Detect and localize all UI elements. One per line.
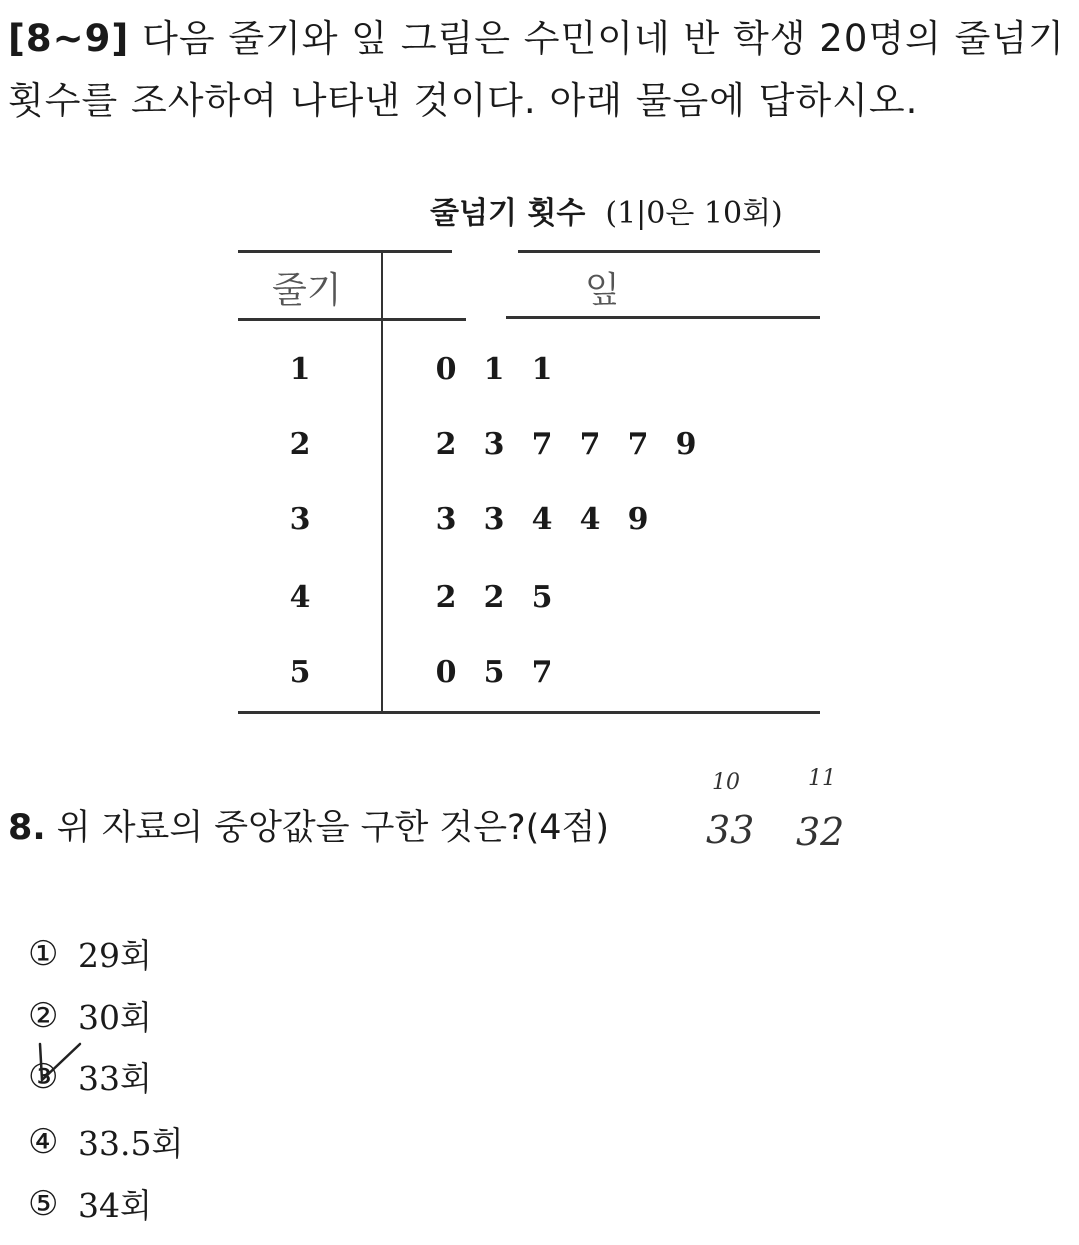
problem-range: [8~9]	[8, 17, 130, 60]
leaf: 0	[435, 352, 457, 387]
stem-divider	[381, 252, 383, 712]
question-8	[8, 800, 609, 850]
leaves-row-2	[422, 427, 710, 462]
question-number: 8.	[8, 808, 46, 848]
table-header-rule-left	[238, 318, 466, 321]
stem-5: 5	[289, 655, 311, 690]
leaf: 9	[627, 502, 649, 537]
option-5-value: 34회	[78, 1186, 152, 1225]
leaf: 5	[531, 580, 553, 615]
option-2[interactable]	[28, 992, 152, 1039]
leaves-row-3	[422, 502, 662, 537]
table-header-rule-right	[506, 316, 820, 319]
leaf: 3	[483, 502, 505, 537]
handwritten-note-11: 11	[808, 766, 836, 791]
leaf: 2	[435, 580, 457, 615]
leaves-row-4	[422, 580, 566, 615]
table-top-rule-right	[518, 250, 820, 253]
leaf: 1	[531, 352, 553, 387]
plot-key-note: (1|0은 10회)	[605, 196, 783, 231]
header-stem: 줄기	[272, 270, 342, 311]
handwritten-note-32: 32	[796, 810, 845, 854]
stem-4: 4	[289, 580, 311, 615]
stem-1: 1	[289, 352, 311, 387]
leaf: 4	[531, 502, 553, 537]
leaf: 7	[531, 655, 553, 690]
leaf: 3	[483, 427, 505, 462]
leaves-row-5	[422, 655, 566, 690]
leaf: 7	[627, 427, 649, 462]
stem-3: 3	[289, 502, 311, 537]
option-1-value: 29회	[78, 936, 152, 975]
intro-body: 다음 줄기와 잎 그림은 수민이네 반 학생 20명의 줄넘기 횟수를 조사하여 나타낸 것이다. 아래 물음에 답하시오.	[8, 17, 1065, 122]
stem-2: 2	[289, 427, 311, 462]
plot-caption	[430, 188, 783, 232]
option-1-mark: ①	[28, 933, 59, 974]
header-leaf: 잎	[585, 270, 620, 311]
option-4-mark: ④	[28, 1121, 59, 1162]
leaf: 2	[483, 580, 505, 615]
option-1[interactable]	[28, 930, 152, 977]
leaf: 7	[531, 427, 553, 462]
handwritten-note-33: 33	[706, 808, 755, 852]
question-text: 위 자료의 중앙값을 구한 것은?(4점)	[56, 808, 609, 848]
option-4[interactable]	[28, 1118, 183, 1165]
leaf: 0	[435, 655, 457, 690]
leaf: 2	[435, 427, 457, 462]
leaf: 4	[579, 502, 601, 537]
checkmark-icon	[30, 1040, 86, 1090]
leaf: 7	[579, 427, 601, 462]
table-bottom-rule	[238, 711, 820, 714]
leaf: 3	[435, 502, 457, 537]
option-5-mark: ⑤	[28, 1183, 59, 1224]
option-3-value: 33회	[78, 1059, 152, 1098]
table-top-rule-left	[238, 250, 452, 253]
leaves-row-1	[422, 352, 566, 387]
intro-text	[8, 8, 1068, 132]
option-2-value: 30회	[78, 998, 152, 1037]
plot-title: 줄넘기 횟수	[430, 196, 586, 231]
handwritten-note-10: 10	[712, 770, 740, 795]
leaf: 5	[483, 655, 505, 690]
leaf: 1	[483, 352, 505, 387]
option-4-value: 33.5회	[78, 1124, 184, 1163]
leaf: 9	[675, 427, 697, 462]
option-5[interactable]	[28, 1180, 152, 1227]
option-2-mark: ②	[28, 995, 59, 1036]
option-3-mark: ③	[28, 1056, 59, 1097]
